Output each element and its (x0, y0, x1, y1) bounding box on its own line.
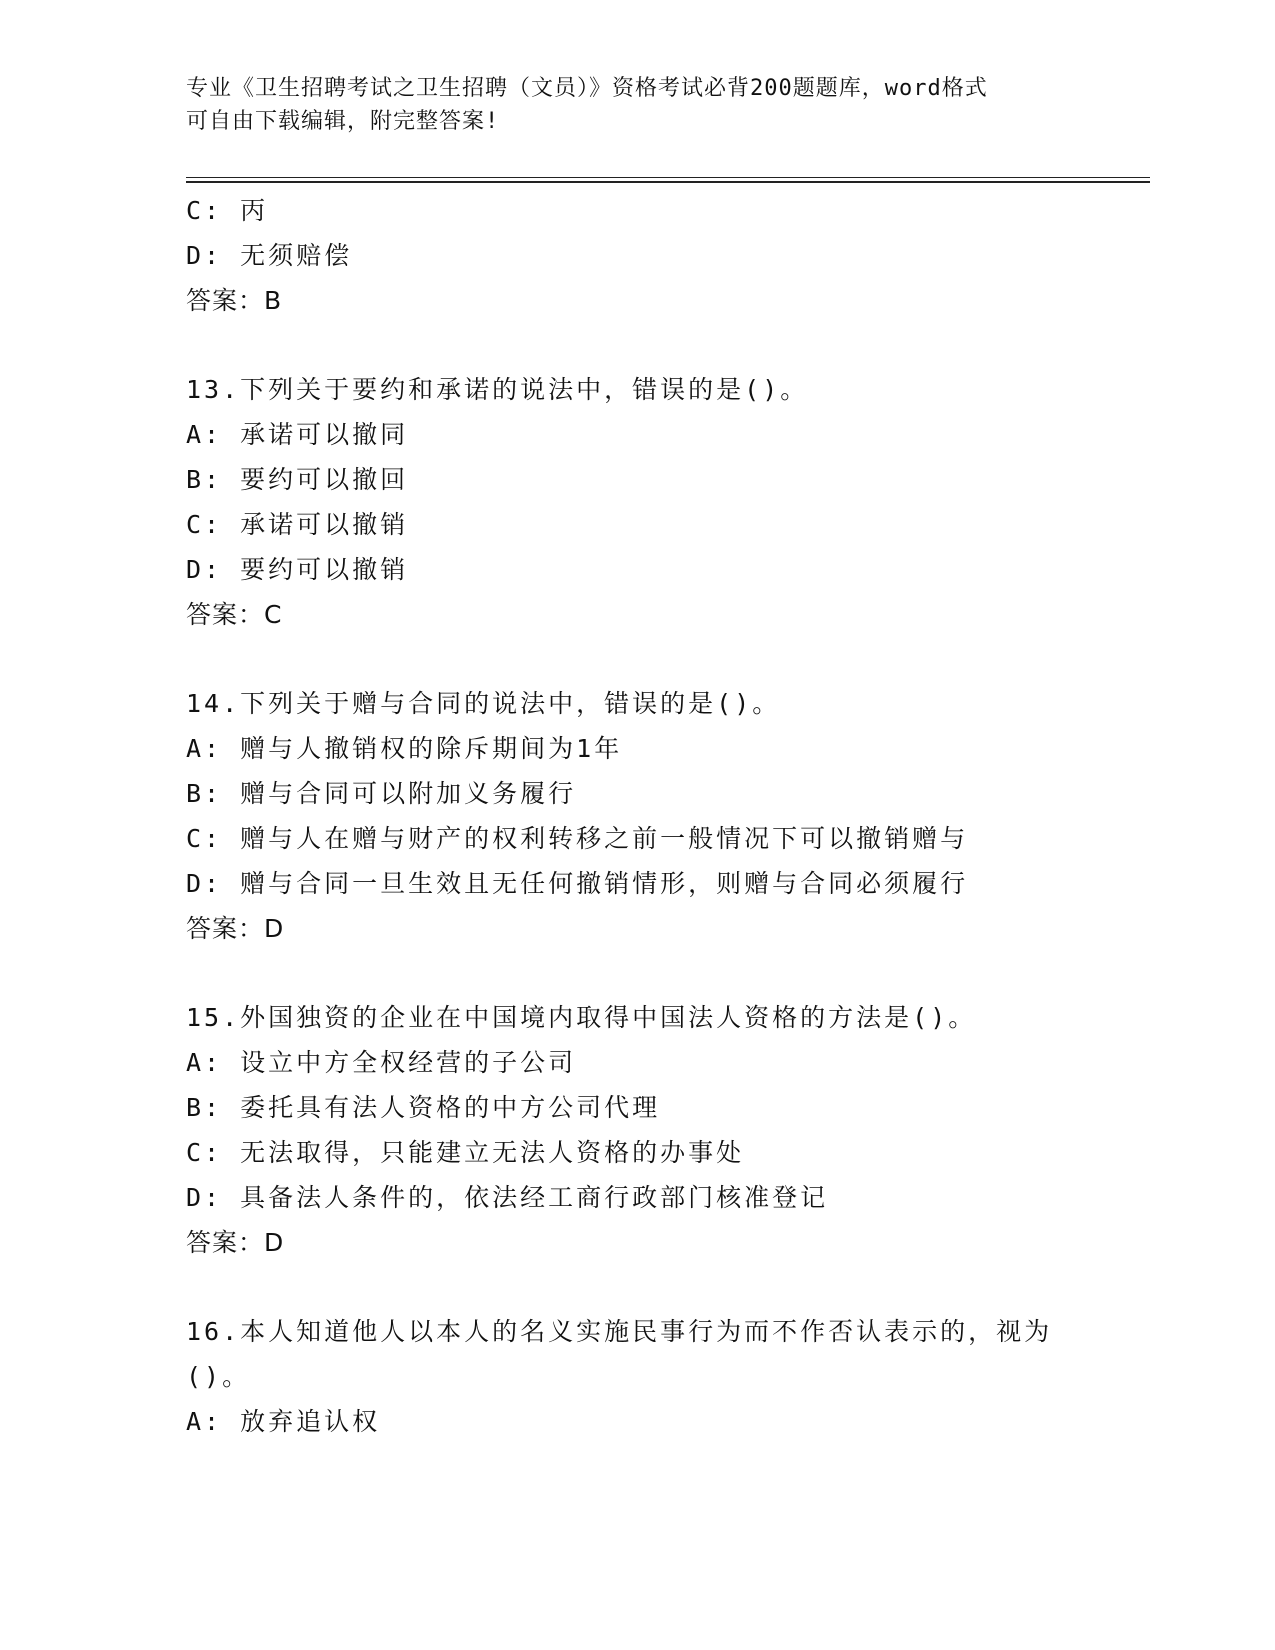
q13-answer: 答案：C (186, 600, 283, 629)
header-line-1: 专业《卫生招聘考试之卫生招聘（文员）》资格考试必背200题题库，word格式 (186, 76, 988, 101)
q15-option-b: B: 委托具有法人资格的中方公司代理 (186, 1093, 661, 1122)
q15-option-c: C: 无法取得，只能建立无法人资格的办事处 (186, 1138, 745, 1167)
q12-option-c: C: 丙 (186, 196, 269, 225)
q14-stem: 14.下列关于赠与合同的说法中，错误的是()。 (186, 689, 781, 718)
q15-stem: 15.外国独资的企业在中国境内取得中国法人资格的方法是()。 (186, 1003, 977, 1032)
q13-stem: 13.下列关于要约和承诺的说法中，错误的是()。 (186, 375, 809, 404)
q12-option-d: D: 无须赔偿 (186, 241, 353, 270)
header-rule-thick (186, 181, 1150, 183)
header-line-2: 可自由下载编辑，附完整答案! (186, 109, 500, 134)
q16-option-a: A: 放弃追认权 (186, 1407, 381, 1436)
q13-option-b: B: 要约可以撤回 (186, 465, 409, 494)
q16-stem-line-2: ()。 (186, 1362, 251, 1391)
q13-option-a: A: 承诺可以撤同 (186, 420, 409, 449)
q14-option-d: D: 赠与合同一旦生效且无任何撤销情形，则赠与合同必须履行 (186, 869, 969, 898)
q13-option-d: D: 要约可以撤销 (186, 555, 409, 584)
q15-answer: 答案：D (186, 1228, 285, 1257)
document-header (186, 72, 1066, 138)
q15-option-a: A: 设立中方全权经营的子公司 (186, 1048, 577, 1077)
q12-answer: 答案：B (186, 286, 283, 315)
header-rule-thin (186, 177, 1150, 178)
q14-option-b: B: 赠与合同可以附加义务履行 (186, 779, 577, 808)
q14-option-c: C: 赠与人在赠与财产的权利转移之前一般情况下可以撤销赠与 (186, 824, 969, 853)
q14-answer: 答案：D (186, 914, 285, 943)
q13-option-c: C: 承诺可以撤销 (186, 510, 409, 539)
q14-option-a: A: 赠与人撤销权的除斥期间为1年 (186, 734, 623, 763)
q16-stem-line-1: 16.本人知道他人以本人的名义实施民事行为而不作否认表示的，视为 (186, 1317, 1053, 1346)
q15-option-d: D: 具备法人条件的，依法经工商行政部门核准登记 (186, 1183, 829, 1212)
